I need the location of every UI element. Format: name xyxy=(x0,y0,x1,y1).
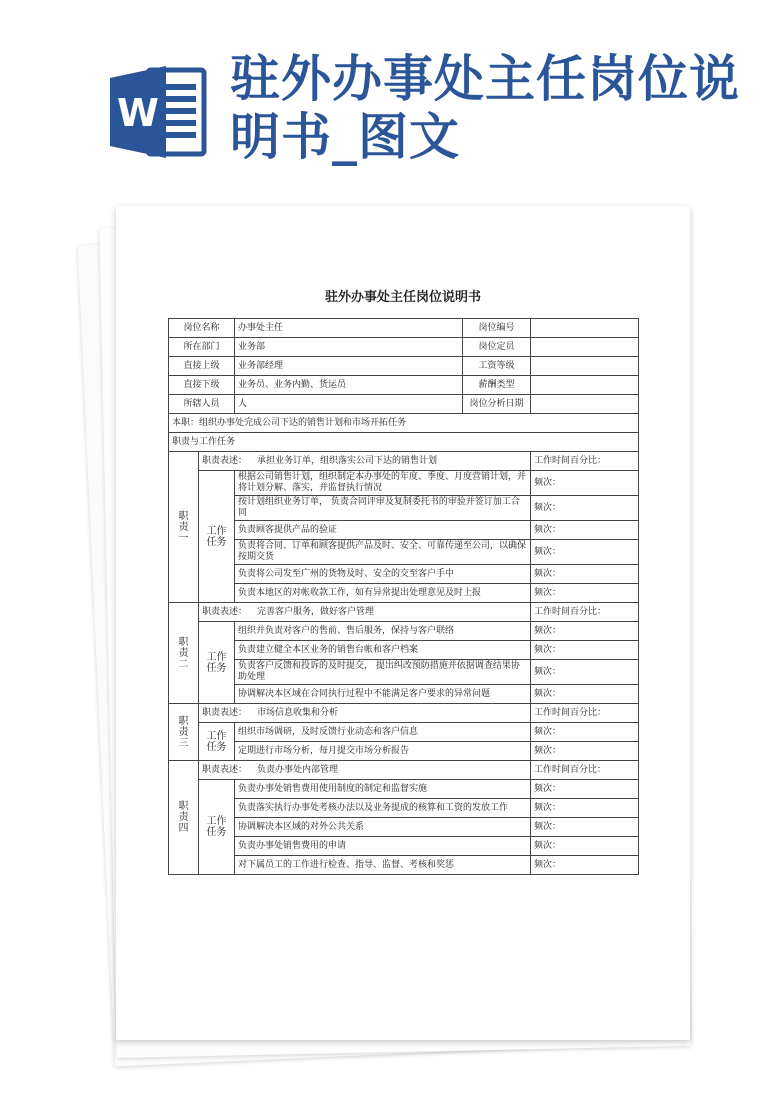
duty-label-text: 职责一 xyxy=(178,510,189,544)
field-label: 所辖人员 xyxy=(169,395,235,414)
task-text: 负责办事处销售费用使用制度的制定和监督实施 xyxy=(235,780,531,799)
task-frequency: 频次： xyxy=(531,685,639,704)
time-percentage: 工作时间百分比： xyxy=(531,603,639,622)
duty-statement-row xyxy=(169,704,639,723)
task-row xyxy=(169,641,639,660)
task-group-label xyxy=(199,723,235,761)
task-frequency: 频次： xyxy=(531,521,639,540)
task-text: 定期进行市场分析，每月提交市场分析报告 xyxy=(235,742,531,761)
field-value: 人 xyxy=(235,395,463,414)
task-text: 负责顾客提供产品的验证 xyxy=(235,521,531,540)
task-group-label-text: 工作任务 xyxy=(206,525,227,548)
task-frequency: 频次： xyxy=(531,565,639,584)
task-row xyxy=(169,584,639,603)
field-label: 岗位名称 xyxy=(169,319,235,338)
task-row xyxy=(169,622,639,641)
word-icon xyxy=(108,64,208,160)
statement-text: 完善客户服务，做好客户管理 xyxy=(257,606,375,617)
document-page xyxy=(116,206,690,1040)
statement-label: 职责表述： xyxy=(202,707,248,718)
task-row xyxy=(169,742,639,761)
duty-label-text: 职责三 xyxy=(178,715,189,749)
field-label: 所在部门 xyxy=(169,338,235,357)
task-frequency: 频次： xyxy=(531,799,639,818)
field-value: 业务员、业务内勤、货运员 xyxy=(235,376,463,395)
field-label: 工资等级 xyxy=(463,357,531,376)
field-value: 业务部经理 xyxy=(235,357,463,376)
duty-label-text: 职责四 xyxy=(178,801,189,834)
task-text: 按计划组织业务订单， 负责合同评审及复制委托书的审验并签订加工合同 xyxy=(235,496,531,521)
task-row xyxy=(169,837,639,856)
svg-text:W: W xyxy=(117,91,159,135)
field-label: 薪酬类型 xyxy=(463,376,531,395)
task-text: 协调解决本区域在合同执行过程中不能满足客户要求的异常问题 xyxy=(235,685,531,704)
duties-header: 职责与工作任务 xyxy=(169,433,639,452)
field-value xyxy=(531,319,639,338)
duty-label xyxy=(169,603,199,704)
field-value: 业务部 xyxy=(235,338,463,357)
field-value xyxy=(531,338,639,357)
statement-text: 市场信息收集和分析 xyxy=(257,707,339,718)
task-text: 负责本地区的对帐收款工作，如有异常提出处理意见及时上报 xyxy=(235,584,531,603)
task-frequency: 频次： xyxy=(531,818,639,837)
duty-label-text: 职责二 xyxy=(178,636,189,670)
duty-statement xyxy=(199,603,531,622)
task-text: 负责建立健全本区业务的销售台帐和客户档案 xyxy=(235,641,531,660)
task-text: 协调解决本区域的对外公共关系 xyxy=(235,818,531,837)
task-frequency: 频次： xyxy=(531,660,639,685)
task-text: 组织并负责对客户的售前、售后服务，保持与客户联络 xyxy=(235,622,531,641)
task-text: 对下属员工的工作进行检查、指导、监督、考核和奖惩 xyxy=(235,856,531,875)
page-headline: 驻外办事处主任岗位说明书_图文 xyxy=(230,50,740,166)
task-frequency: 频次： xyxy=(531,780,639,799)
statement-label: 职责表述： xyxy=(202,606,248,617)
task-text: 负责办事处销售费用的申请 xyxy=(235,837,531,856)
document-title: 驻外办事处主任岗位说明书 xyxy=(324,290,481,305)
duty-statement xyxy=(199,704,531,723)
time-percentage: 工作时间百分比： xyxy=(531,761,639,780)
field-label: 岗位分析日期 xyxy=(463,395,531,414)
duty-statement xyxy=(199,452,531,471)
job-description-table xyxy=(168,318,639,875)
time-percentage: 工作时间百分比： xyxy=(531,452,639,471)
task-row xyxy=(169,521,639,540)
field-label: 岗位编号 xyxy=(463,319,531,338)
duty-summary-row xyxy=(169,414,639,433)
time-percentage: 工作时间百分比： xyxy=(531,704,639,723)
basic-info-row xyxy=(169,376,639,395)
task-row xyxy=(169,780,639,799)
task-text: 根据公司销售计划，组织制定本办事处的年度、季度、月度营销计划，并将计划分解、落实，并监督执行情况 xyxy=(235,471,531,496)
task-frequency: 频次： xyxy=(531,856,639,875)
basic-info-row xyxy=(169,357,639,376)
task-text: 负责客户反馈和投诉的及时提交， 提出纠改预防措施并依据调查结果协助处理 xyxy=(235,660,531,685)
duties-header-row xyxy=(169,433,639,452)
task-text: 负责将合同、订单和顾客提供产品及时、安全、可靠传递至公司，以确保按期交货 xyxy=(235,540,531,565)
task-row xyxy=(169,856,639,875)
task-group-label xyxy=(199,471,235,603)
field-value xyxy=(531,357,639,376)
duty-statement xyxy=(199,761,531,780)
task-row xyxy=(169,496,639,521)
task-frequency: 频次： xyxy=(531,496,639,521)
duty-label xyxy=(169,704,199,761)
task-group-label-text: 工作任务 xyxy=(206,651,227,674)
task-frequency: 频次： xyxy=(531,622,639,641)
task-frequency: 频次： xyxy=(531,584,639,603)
field-value xyxy=(531,395,639,414)
task-group-label-text: 工作任务 xyxy=(206,816,227,838)
task-row xyxy=(169,685,639,704)
statement-text: 负责办事处内部管理 xyxy=(257,764,339,775)
task-frequency: 频次： xyxy=(531,723,639,742)
task-frequency: 频次： xyxy=(531,540,639,565)
basic-info-row xyxy=(169,319,639,338)
task-group-label-text: 工作任务 xyxy=(206,730,227,753)
duty-summary: 本职：组织办事处完成公司下达的销售计划和市场开拓任务 xyxy=(169,414,639,433)
field-label: 直接上级 xyxy=(169,357,235,376)
duty-statement-row xyxy=(169,452,639,471)
field-label: 直接下级 xyxy=(169,376,235,395)
task-group-label xyxy=(199,780,235,875)
basic-info-row xyxy=(169,338,639,357)
task-row xyxy=(169,799,639,818)
field-value: 办事处主任 xyxy=(235,319,463,338)
task-row xyxy=(169,540,639,565)
field-value xyxy=(531,376,639,395)
basic-info-row xyxy=(169,395,639,414)
task-row xyxy=(169,565,639,584)
task-frequency: 频次： xyxy=(531,742,639,761)
statement-text: 承担业务订单，组织落实公司下达的销售计划 xyxy=(257,455,438,466)
task-text: 负责落实执行办事处考核办法以及业务提成的核算和工资的发放工作 xyxy=(235,799,531,818)
task-row xyxy=(169,471,639,496)
duty-label xyxy=(169,452,199,603)
statement-label: 职责表述： xyxy=(202,455,248,466)
duty-label xyxy=(169,761,199,875)
field-label: 岗位定员 xyxy=(463,338,531,357)
task-row xyxy=(169,723,639,742)
task-frequency: 频次： xyxy=(531,641,639,660)
task-row xyxy=(169,660,639,685)
duty-statement-row xyxy=(169,603,639,622)
task-text: 组织市场调研，及时反馈行业动态和客户信息 xyxy=(235,723,531,742)
task-text: 负责将公司发至广州的货物及时、安全的交至客户手中 xyxy=(235,565,531,584)
task-frequency: 频次： xyxy=(531,837,639,856)
duty-statement-row xyxy=(169,761,639,780)
statement-label: 职责表述： xyxy=(202,764,248,775)
task-frequency: 频次： xyxy=(531,471,639,496)
task-row xyxy=(169,818,639,837)
task-group-label xyxy=(199,622,235,704)
